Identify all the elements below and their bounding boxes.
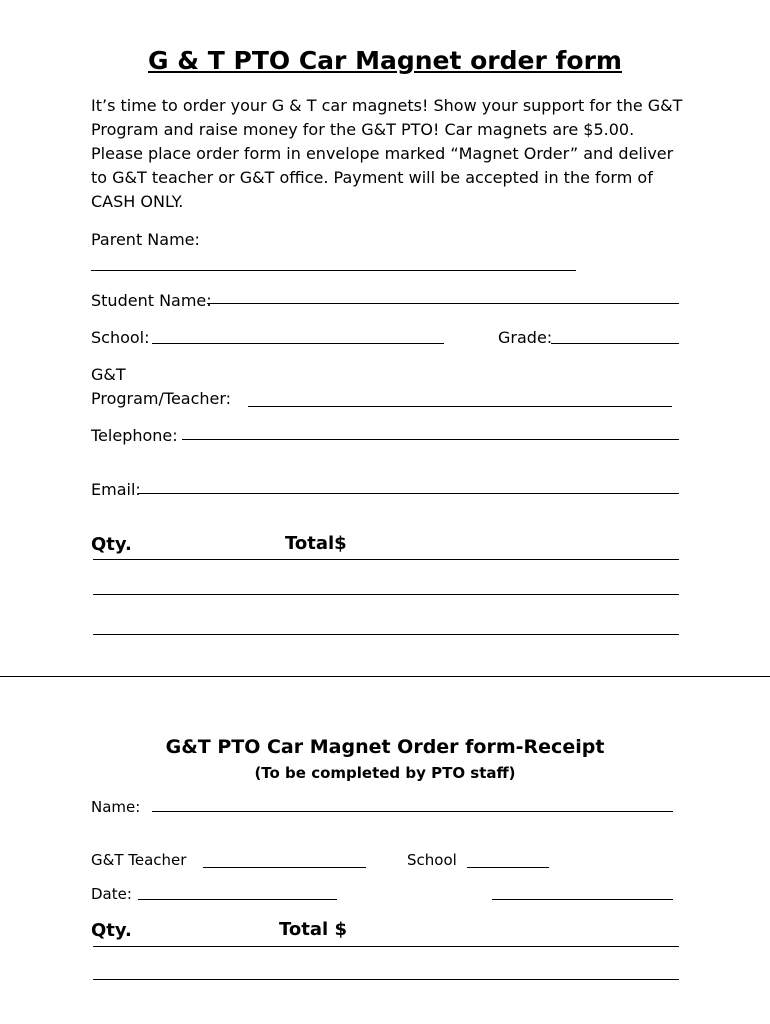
receipt-order-line-2[interactable] bbox=[93, 979, 679, 980]
receipt-teacher-field[interactable] bbox=[203, 867, 366, 868]
receipt-date-field[interactable] bbox=[138, 899, 337, 900]
order-line-1[interactable] bbox=[93, 559, 679, 560]
qty-label: Qty. bbox=[91, 534, 132, 555]
telephone-label: Telephone: bbox=[91, 426, 178, 445]
receipt-name-field[interactable] bbox=[152, 811, 673, 812]
parent-name-field[interactable] bbox=[91, 270, 576, 271]
receipt-school-field[interactable] bbox=[467, 867, 549, 868]
grade-label: Grade: bbox=[498, 328, 553, 347]
total-label: Total$ bbox=[285, 533, 347, 554]
program-teacher-label-line1: G&T bbox=[91, 365, 126, 384]
receipt-qty-label: Qty. bbox=[91, 920, 132, 941]
receipt-date-label: Date: bbox=[91, 885, 132, 903]
program-teacher-label-line2: Program/Teacher: bbox=[91, 389, 232, 408]
order-line-3[interactable] bbox=[93, 634, 679, 635]
email-label: Email: bbox=[91, 480, 141, 499]
order-line-2[interactable] bbox=[93, 594, 679, 595]
telephone-field[interactable] bbox=[182, 439, 679, 440]
grade-field[interactable] bbox=[551, 343, 679, 344]
email-field[interactable] bbox=[138, 493, 679, 494]
program-teacher-field[interactable] bbox=[248, 406, 672, 407]
receipt-subtitle: (To be completed by PTO staff) bbox=[254, 764, 516, 782]
student-name-field[interactable] bbox=[207, 303, 679, 304]
cut-line-divider bbox=[0, 676, 770, 677]
student-name-label: Student Name: bbox=[91, 291, 212, 310]
receipt-teacher-label: G&T Teacher bbox=[91, 851, 187, 869]
receipt-school-label: School bbox=[407, 851, 457, 869]
receipt-order-line-1[interactable] bbox=[93, 946, 679, 947]
receipt-title: G&T PTO Car Magnet Order form-Receipt bbox=[165, 736, 605, 758]
school-field[interactable] bbox=[152, 343, 444, 344]
parent-name-label: Parent Name: bbox=[91, 230, 200, 249]
receipt-total-label: Total $ bbox=[279, 919, 347, 940]
school-label: School: bbox=[91, 328, 150, 347]
form-title: G & T PTO Car Magnet order form bbox=[148, 46, 622, 75]
receipt-extra-field[interactable] bbox=[492, 899, 673, 900]
receipt-name-label: Name: bbox=[91, 798, 141, 816]
intro-paragraph: It’s time to order your G & T car magnets! Show your support for the G&T Program and raise money for the G&T PTO! Car magnets are $5.00. Please place order form in envelope marked “Magnet Order” and deliver to G&T teacher or G&T office. Payment will be accepted in the form of CASH ONLY. bbox=[91, 96, 683, 211]
